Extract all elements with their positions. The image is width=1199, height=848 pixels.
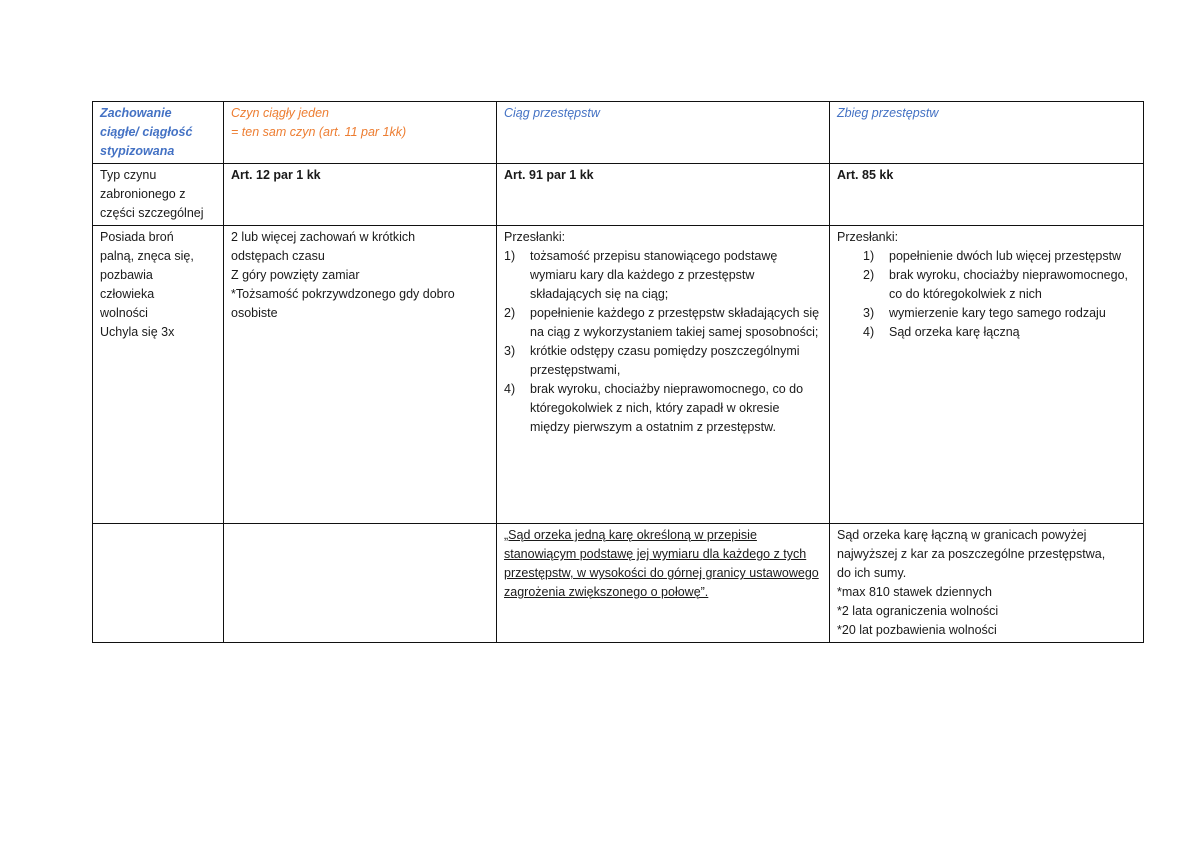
list-item-text: Sąd orzeka karę łączną xyxy=(889,325,1020,339)
examples-cell xyxy=(93,226,224,524)
article-reference: Art. 85 kk xyxy=(837,168,894,182)
list-number: 2) xyxy=(863,268,875,282)
cell-text-line: wolności xyxy=(100,306,148,320)
header-text: Zbieg przestępstw xyxy=(837,106,939,120)
list-item xyxy=(504,247,822,304)
penalty-quote: „Sąd orzeka jedną karę określoną w przepisie stanowiącym podstawę jej wymiaru dla każdego z tych przestępstw, w wysokości do górnej granicy ustawowego zagrożenia zwiększonego o połowę”. xyxy=(504,528,819,599)
table-row xyxy=(93,524,1144,643)
header-text-line: Zachowanie xyxy=(100,106,172,120)
cell-text-line: *max 810 stawek dziennych xyxy=(837,585,992,599)
list-item-text: brak wyroku, chociażby nieprawomocnego, co do któregokolwiek z nich xyxy=(889,268,1129,301)
empty-cell xyxy=(224,524,497,643)
list-number: 3) xyxy=(863,306,875,320)
header-cell-behavior xyxy=(93,102,224,164)
list-item xyxy=(504,304,822,342)
cell-text-line: odstępach czasu xyxy=(231,249,325,263)
premises-title: Przesłanki: xyxy=(837,230,899,244)
list-item xyxy=(837,266,1136,304)
list-item-text: brak wyroku, chociażby nieprawomocnego, co do któregokolwiek z nich, który zapadł w okresie między pierwszym a ostatnim z przestępstw. xyxy=(530,382,804,434)
header-text-line: ciągłe/ ciągłość xyxy=(100,125,193,139)
list-number: 1) xyxy=(863,249,875,263)
cell-text-line: Uchyla się 3x xyxy=(100,325,175,339)
list-item xyxy=(837,323,1136,342)
article-cell xyxy=(497,164,830,226)
list-number: 2) xyxy=(504,306,516,320)
comparison-table xyxy=(92,101,1144,643)
cell-text-line: Posiada broń xyxy=(100,230,174,244)
empty-cell xyxy=(93,524,224,643)
header-text-line: stypizowana xyxy=(100,144,175,158)
list-number: 3) xyxy=(504,344,516,358)
header-cell-continuous-act xyxy=(224,102,497,164)
table-row xyxy=(93,164,1144,226)
table-header-row xyxy=(93,102,1144,164)
cell-text-line: części szczególnej xyxy=(100,206,204,220)
cell-text-line: człowieka xyxy=(100,287,155,301)
cell-text-line: 2 lub więcej zachowań w krótkich xyxy=(231,230,416,244)
table-row xyxy=(93,226,1144,524)
list-number: 4) xyxy=(863,325,875,339)
header-text-line: = ten sam czyn (art. 11 par 1kk) xyxy=(231,125,407,139)
penalty-cell xyxy=(497,524,830,643)
cell-text-line: do ich sumy. xyxy=(837,566,907,580)
cell-text-line: palną, znęca się, xyxy=(100,249,194,263)
cell-text-line: Sąd orzeka karę łączną w granicach powyżej xyxy=(837,528,1087,542)
cell-text-line: najwyższej z kar za poszczególne przestępstwa, xyxy=(837,547,1106,561)
header-text-line: Czyn ciągły jeden xyxy=(231,106,329,120)
cell-text-line: zabronionego z xyxy=(100,187,186,201)
list-item-text: krótkie odstępy czasu pomiędzy poszczególnymi przestępstwami, xyxy=(530,344,800,377)
list-number: 4) xyxy=(504,382,516,396)
cell-text-line: osobiste xyxy=(231,306,278,320)
list-item-text: wymierzenie kary tego samego rodzaju xyxy=(889,306,1106,320)
article-cell xyxy=(224,164,497,226)
article-reference: Art. 12 par 1 kk xyxy=(231,168,321,182)
list-number: 1) xyxy=(504,249,516,263)
article-reference: Art. 91 par 1 kk xyxy=(504,168,594,182)
cell-text-line: pozbawia xyxy=(100,268,153,282)
list-item-text: popełnienie dwóch lub więcej przestępstw xyxy=(889,249,1122,263)
premises-list xyxy=(837,247,1136,342)
cell-text-line: *Tożsamość pokrzywdzonego gdy dobro xyxy=(231,287,455,301)
list-item-text: tożsamość przepisu stanowiącego podstawę wymiaru kary dla każdego z przestępstw składających się na ciąg; xyxy=(530,249,778,301)
cell-text-line: *2 lata ograniczenia wolności xyxy=(837,604,999,618)
header-cell-concurrence-of-offences xyxy=(830,102,1144,164)
row-label-cell xyxy=(93,164,224,226)
cell-text-line: *20 lat pozbawienia wolności xyxy=(837,623,997,637)
premises-title: Przesłanki: xyxy=(504,230,566,244)
list-item-text: popełnienie każdego z przestępstw składających się na ciąg z wykorzystaniem takiej samej sposobności; xyxy=(530,306,820,339)
header-cell-series-of-offences xyxy=(497,102,830,164)
conditions-cell xyxy=(224,226,497,524)
penalty-cell xyxy=(830,524,1144,643)
header-text: Ciąg przestępstw xyxy=(504,106,600,120)
cell-text-line: Typ czynu xyxy=(100,168,157,182)
list-item xyxy=(837,247,1136,266)
list-item xyxy=(504,342,822,380)
list-item xyxy=(837,304,1136,323)
premises-cell xyxy=(830,226,1144,524)
article-cell xyxy=(830,164,1144,226)
cell-text-line: Z góry powzięty zamiar xyxy=(231,268,360,282)
list-item xyxy=(504,380,822,437)
premises-cell xyxy=(497,226,830,524)
premises-list xyxy=(504,247,822,437)
